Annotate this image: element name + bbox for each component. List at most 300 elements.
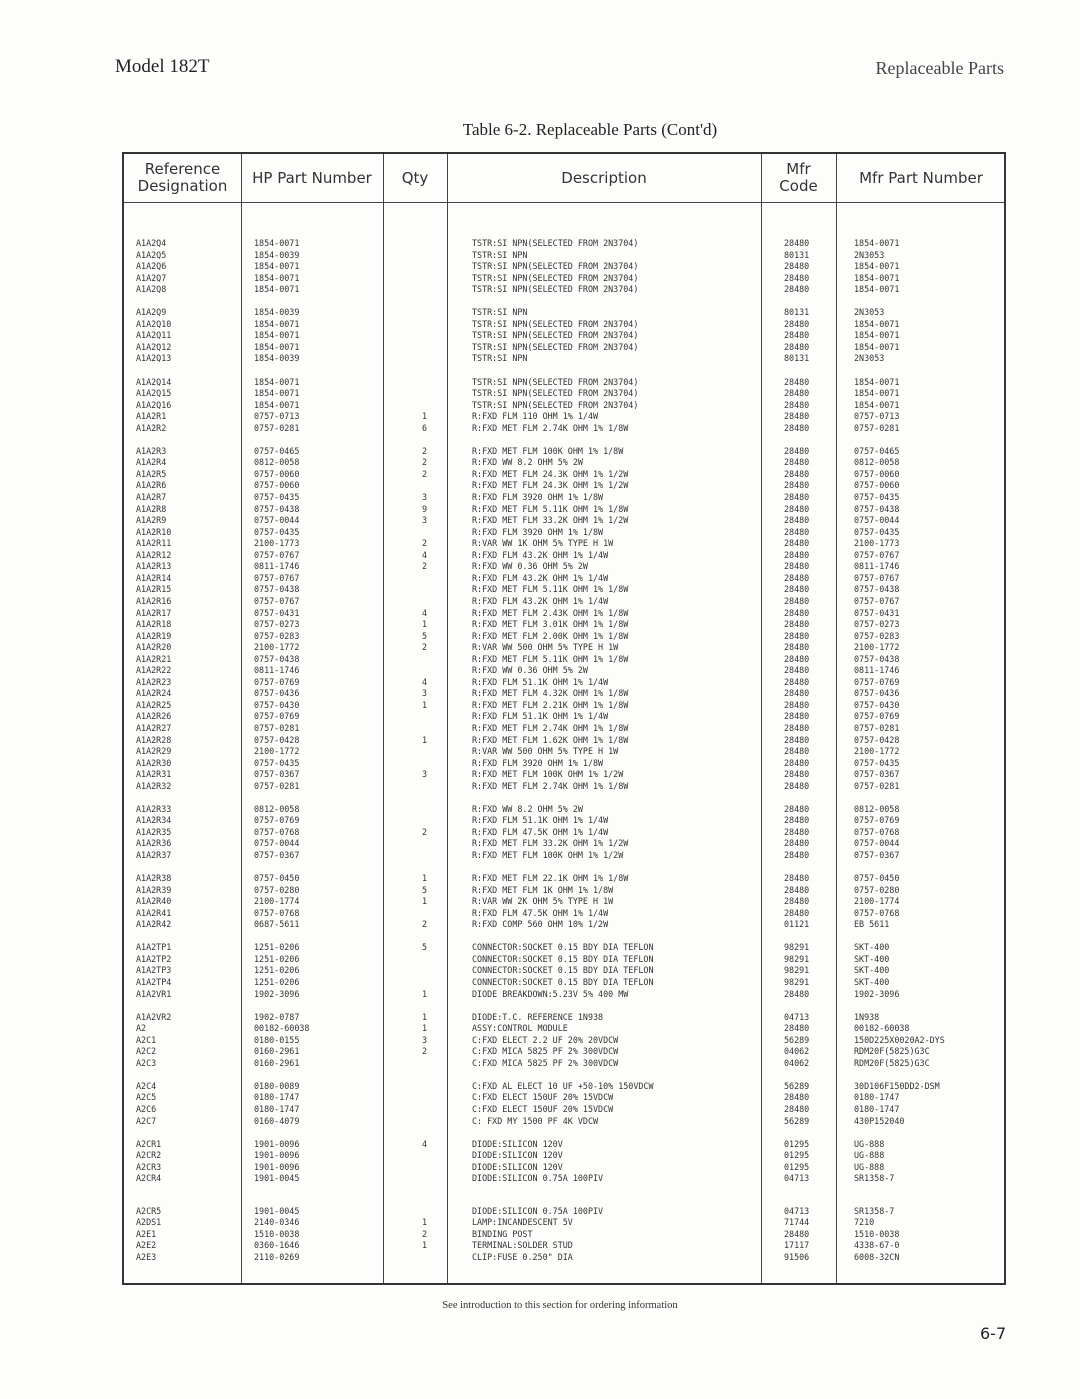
description: C: FXD MY 1500 PF 4K VDCW bbox=[472, 1115, 599, 1126]
hp-part-number: 1251-0206 bbox=[254, 953, 300, 964]
mfr-part-number: 1854-0071 bbox=[854, 388, 900, 399]
ref-designation: A1A2R27 bbox=[136, 722, 172, 733]
mfr-code: 28480 bbox=[784, 399, 810, 410]
mfr-code: 56289 bbox=[784, 1115, 810, 1126]
mfr-part-number: 0757-0273 bbox=[854, 619, 900, 630]
table-row bbox=[124, 804, 1004, 816]
qty: 2 bbox=[422, 538, 428, 549]
hp-part-number: 0757-0435 bbox=[254, 492, 300, 503]
mfr-part-number: SR1358-7 bbox=[854, 1173, 895, 1184]
ref-designation: A1A2Q9 bbox=[136, 307, 167, 318]
ref-designation: A1A2R3 bbox=[136, 445, 167, 456]
hp-part-number: 1901-0096 bbox=[254, 1138, 300, 1149]
description: R:FXD MET FLM 5.11K OHM 1% 1/8W bbox=[472, 653, 629, 664]
description: TSTR:SI NPN(SELECTED FROM 2N3704) bbox=[472, 238, 639, 248]
qty: 1 bbox=[422, 1011, 428, 1022]
mfr-part-number: 0757-0428 bbox=[854, 734, 900, 745]
ref-designation: A1A2TP1 bbox=[136, 942, 172, 953]
description: R:FXD MET FLM 5.11K OHM 1% 1/8W bbox=[472, 503, 629, 514]
mfr-code: 28480 bbox=[784, 815, 810, 826]
table-row bbox=[124, 1104, 1004, 1116]
mfr-code: 28480 bbox=[784, 838, 810, 849]
table-row bbox=[124, 480, 1004, 492]
mfr-code: 28480 bbox=[784, 619, 810, 630]
hp-part-number: 0757-0273 bbox=[254, 619, 300, 630]
table-row bbox=[124, 827, 1004, 839]
hp-part-number: 2100-1774 bbox=[254, 896, 300, 907]
mfr-code: 28480 bbox=[784, 445, 810, 456]
description: TSTR:SI NPN(SELECTED FROM 2N3704) bbox=[472, 318, 639, 329]
table-row bbox=[124, 885, 1004, 897]
mfr-code: 28480 bbox=[784, 630, 810, 641]
ref-designation: A2 bbox=[136, 1023, 147, 1034]
hp-part-number: 0757-0367 bbox=[254, 769, 300, 780]
ref-designation: A2C6 bbox=[136, 1104, 157, 1115]
description: C:FXD ELECT 150UF 20% 15VDCW bbox=[472, 1092, 614, 1103]
description: R:FXD WW 0.36 OHM 5% 2W bbox=[472, 561, 588, 572]
table-row bbox=[124, 400, 1004, 412]
ref-designation: A1A2R29 bbox=[136, 746, 172, 757]
hp-part-number: 0757-0283 bbox=[254, 630, 300, 641]
qty: 1 bbox=[422, 619, 428, 630]
ref-designation: A1A2R1 bbox=[136, 411, 167, 422]
description: TSTR:SI NPN(SELECTED FROM 2N3704) bbox=[472, 341, 639, 352]
table-row bbox=[124, 908, 1004, 920]
table-row bbox=[124, 550, 1004, 562]
mfr-part-number: 1854-0071 bbox=[854, 376, 900, 387]
hp-part-number: 0180-1747 bbox=[254, 1104, 300, 1115]
table-row bbox=[124, 284, 1004, 296]
hp-part-number: 0757-0767 bbox=[254, 572, 300, 583]
qty: 2 bbox=[422, 826, 428, 837]
table-row bbox=[124, 504, 1004, 516]
mfr-part-number: 1510-0038 bbox=[854, 1228, 900, 1239]
table-row bbox=[124, 654, 1004, 666]
ref-designation: A2CR3 bbox=[136, 1161, 162, 1172]
mfr-code: 98291 bbox=[784, 977, 810, 987]
mfr-part-number: 0757-0465 bbox=[854, 445, 900, 456]
mfr-part-number: 0757-0060 bbox=[854, 468, 900, 479]
qty: 3 bbox=[422, 515, 428, 526]
table-row bbox=[124, 1046, 1004, 1058]
mfr-part-number: 0757-0436 bbox=[854, 688, 900, 699]
description: R:VAR WW 1K OHM 5% TYPE H 1W bbox=[472, 538, 614, 549]
ref-designation: A1A2R42 bbox=[136, 919, 172, 930]
table-row bbox=[124, 942, 1004, 954]
qty: 2 bbox=[422, 457, 428, 468]
hp-part-number: 1251-0206 bbox=[254, 977, 300, 987]
mfr-code: 71744 bbox=[784, 1217, 810, 1228]
hp-part-number: 0757-0767 bbox=[254, 595, 300, 606]
mfr-part-number: 1854-0071 bbox=[854, 272, 900, 283]
ref-designation: A1A2R36 bbox=[136, 838, 172, 849]
mfr-code: 28480 bbox=[784, 457, 810, 468]
table-row bbox=[124, 838, 1004, 850]
mfr-part-number: 0757-0450 bbox=[854, 873, 900, 884]
table-row bbox=[124, 1150, 1004, 1162]
mfr-code: 98291 bbox=[784, 965, 810, 976]
table-row bbox=[124, 631, 1004, 643]
mfr-code: 28480 bbox=[784, 330, 810, 341]
table-row bbox=[124, 735, 1004, 747]
mfr-code: 28480 bbox=[784, 769, 810, 780]
parts-table bbox=[122, 152, 1006, 1285]
description: CONNECTOR:SOCKET 0.15 BDY DIA TEFLON bbox=[472, 977, 654, 987]
mfr-code: 28480 bbox=[784, 584, 810, 595]
qty: 2 bbox=[422, 642, 428, 653]
description: DIODE:SILICON 0.75A 100PIV bbox=[472, 1173, 604, 1184]
hp-part-number: 0757-0438 bbox=[254, 653, 300, 664]
mfr-code: 28480 bbox=[784, 1104, 810, 1115]
ref-designation: A1A2Q15 bbox=[136, 388, 172, 399]
table-row bbox=[124, 688, 1004, 700]
mfr-part-number: 0757-0044 bbox=[854, 515, 900, 526]
description: C:FXD ELECT 2.2 UF 20% 20VDCW bbox=[472, 1034, 619, 1045]
hp-part-number: 00182-60038 bbox=[254, 1023, 310, 1034]
table-row bbox=[124, 319, 1004, 331]
ref-designation: A1A2Q10 bbox=[136, 318, 172, 329]
ref-designation: A2C3 bbox=[136, 1057, 157, 1068]
mfr-code: 28480 bbox=[784, 261, 810, 272]
ref-designation: A1A2R41 bbox=[136, 907, 172, 918]
ref-designation: A1A2R4 bbox=[136, 457, 167, 468]
mfr-part-number: 4338-67-0 bbox=[854, 1240, 900, 1251]
mfr-code: 28480 bbox=[784, 561, 810, 572]
mfr-part-number: 0757-0430 bbox=[854, 699, 900, 710]
mfr-code: 28480 bbox=[784, 515, 810, 526]
ref-designation: A2E1 bbox=[136, 1228, 157, 1239]
description: R:FXD MET FLM 3.01K OHM 1% 1/8W bbox=[472, 619, 629, 630]
mfr-part-number: 0757-0435 bbox=[854, 757, 900, 768]
mfr-code: 28480 bbox=[784, 480, 810, 491]
mfr-part-number: 0757-0768 bbox=[854, 826, 900, 837]
hp-part-number: 1902-0787 bbox=[254, 1011, 300, 1022]
description: R:FXD FLM 3920 OHM 1% 1/8W bbox=[472, 757, 604, 768]
mfr-part-number: 0811-1746 bbox=[854, 665, 900, 676]
ref-designation: A1A2R12 bbox=[136, 549, 172, 560]
hp-part-number: 0757-0768 bbox=[254, 907, 300, 918]
description: R:FXD MET FLM 33.2K OHM 1% 1/2W bbox=[472, 515, 629, 526]
qty: 4 bbox=[422, 1138, 428, 1149]
description: C:FXD AL ELECT 10 UF +50-10% 150VDCW bbox=[472, 1080, 654, 1091]
mfr-code: 28480 bbox=[784, 526, 810, 537]
mfr-part-number: 2100-1773 bbox=[854, 538, 900, 549]
qty: 5 bbox=[422, 630, 428, 641]
mfr-part-number: SKT-400 bbox=[854, 942, 890, 953]
ref-designation: A2C5 bbox=[136, 1092, 157, 1103]
description: R:FXD MET FLM 2.43K OHM 1% 1/8W bbox=[472, 607, 629, 618]
ref-designation: A1A2Q8 bbox=[136, 284, 167, 295]
mfr-part-number: 1854-0071 bbox=[854, 238, 900, 248]
mfr-code: 04713 bbox=[784, 1173, 810, 1184]
qty: 9 bbox=[422, 503, 428, 514]
mfr-part-number: 0757-0769 bbox=[854, 676, 900, 687]
ref-designation: A1A2R30 bbox=[136, 757, 172, 768]
mfr-part-number: 0757-0060 bbox=[854, 480, 900, 491]
qty: 5 bbox=[422, 884, 428, 895]
description: R:FXD FLM 51.1K OHM 1% 1/4W bbox=[472, 815, 609, 826]
table-row bbox=[124, 642, 1004, 654]
ref-designation: A2CR4 bbox=[136, 1173, 162, 1184]
description: R:FXD WW 0.36 OHM 5% 2W bbox=[472, 665, 588, 676]
col-mfr-part: Mfr Part Number bbox=[859, 168, 983, 187]
hp-part-number: 0757-0428 bbox=[254, 734, 300, 745]
qty: 2 bbox=[422, 1228, 428, 1239]
qty: 1 bbox=[422, 1240, 428, 1251]
description: R:FXD WW 8.2 OHM 5% 2W bbox=[472, 803, 583, 814]
hp-part-number: 0160-2961 bbox=[254, 1057, 300, 1068]
description: LAMP:INCANDESCENT 5V bbox=[472, 1217, 573, 1228]
ref-designation: A1A2R10 bbox=[136, 526, 172, 537]
qty: 4 bbox=[422, 676, 428, 687]
description: R:FXD FLM 47.5K OHM 1% 1/4W bbox=[472, 907, 609, 918]
mfr-code: 80131 bbox=[784, 307, 810, 318]
mfr-code: 28480 bbox=[784, 388, 810, 399]
mfr-part-number: 0757-0431 bbox=[854, 607, 900, 618]
table-row bbox=[124, 989, 1004, 1001]
table-row bbox=[124, 538, 1004, 550]
ref-designation: A2C1 bbox=[136, 1034, 157, 1045]
mfr-part-number: 1854-0071 bbox=[854, 284, 900, 295]
description: ASSY:CONTROL MODULE bbox=[472, 1023, 568, 1034]
ref-designation: A1A2Q7 bbox=[136, 272, 167, 283]
hp-part-number: 0757-0713 bbox=[254, 411, 300, 422]
mfr-code: 28480 bbox=[784, 318, 810, 329]
mfr-part-number: 1854-0071 bbox=[854, 341, 900, 352]
qty: 2 bbox=[422, 919, 428, 930]
description: R:FXD MET FLM 4.32K OHM 1% 1/8W bbox=[472, 688, 629, 699]
mfr-part-number: 150D225X0020A2-DYS bbox=[854, 1034, 945, 1045]
mfr-code: 28480 bbox=[784, 734, 810, 745]
table-row bbox=[124, 307, 1004, 319]
mfr-code: 28480 bbox=[784, 665, 810, 676]
qty: 2 bbox=[422, 468, 428, 479]
mfr-part-number: 0811-1746 bbox=[854, 561, 900, 572]
ref-designation: A1A2R11 bbox=[136, 538, 172, 549]
ref-designation: A1A2Q12 bbox=[136, 341, 172, 352]
mfr-part-number: 430P152040 bbox=[854, 1115, 905, 1126]
table-row bbox=[124, 977, 1004, 989]
mfr-part-number: 0757-0767 bbox=[854, 595, 900, 606]
mfr-code: 04062 bbox=[784, 1046, 810, 1057]
hp-part-number: 0811-1746 bbox=[254, 665, 300, 676]
table-row bbox=[124, 723, 1004, 735]
hp-part-number: 0757-0438 bbox=[254, 503, 300, 514]
description: R:FXD FLM 51.1K OHM 1% 1/4W bbox=[472, 676, 609, 687]
mfr-code: 28480 bbox=[784, 376, 810, 387]
mfr-part-number: 2100-1774 bbox=[854, 896, 900, 907]
mfr-part-number: SR1358-7 bbox=[854, 1205, 895, 1216]
mfr-part-number: 0757-0281 bbox=[854, 722, 900, 733]
table-row bbox=[124, 815, 1004, 827]
ref-designation: A1A2R15 bbox=[136, 584, 172, 595]
ref-designation: A1A2TP4 bbox=[136, 977, 172, 987]
ref-designation: A1A2R38 bbox=[136, 873, 172, 884]
description: R:FXD MET FLM 100K OHM 1% 1/2W bbox=[472, 849, 624, 860]
col-qty: Qty bbox=[401, 168, 429, 187]
table-row bbox=[124, 1173, 1004, 1185]
mfr-code: 28480 bbox=[784, 1228, 810, 1239]
mfr-code: 28480 bbox=[784, 284, 810, 295]
hp-part-number: 0180-0089 bbox=[254, 1080, 300, 1091]
ref-designation: A1A2R14 bbox=[136, 572, 172, 583]
description: DIODE:SILICON 120V bbox=[472, 1161, 563, 1172]
ref-designation: A1A2R24 bbox=[136, 688, 172, 699]
mfr-code: 28480 bbox=[784, 422, 810, 433]
qty: 3 bbox=[422, 769, 428, 780]
hp-part-number: 1901-0045 bbox=[254, 1205, 300, 1216]
ref-designation: A1A2R25 bbox=[136, 699, 172, 710]
hp-part-number: 0757-0281 bbox=[254, 780, 300, 791]
mfr-part-number: 0757-0367 bbox=[854, 849, 900, 860]
mfr-code: 01295 bbox=[784, 1138, 810, 1149]
description: TSTR:SI NPN bbox=[472, 353, 528, 364]
mfr-part-number: RDM20F(5825)G3C bbox=[854, 1057, 930, 1068]
table-row bbox=[124, 608, 1004, 620]
table-row bbox=[124, 377, 1004, 389]
description: R:FXD MET FLM 24.3K OHM 1% 1/2W bbox=[472, 468, 629, 479]
table-row bbox=[124, 388, 1004, 400]
description: TSTR:SI NPN bbox=[472, 307, 528, 318]
hp-part-number: 2110-0269 bbox=[254, 1252, 300, 1263]
mfr-part-number: UG-888 bbox=[854, 1138, 885, 1149]
description: R:FXD MET FLM 1.62K OHM 1% 1/8W bbox=[472, 734, 629, 745]
ref-designation: A2E2 bbox=[136, 1240, 157, 1251]
hp-part-number: 1854-0071 bbox=[254, 330, 300, 341]
table-row bbox=[124, 411, 1004, 423]
mfr-part-number: EB 5611 bbox=[854, 919, 890, 930]
description: BINDING POST bbox=[472, 1228, 533, 1239]
description: C:FXD MICA 5825 PF 2% 300VDCW bbox=[472, 1046, 619, 1057]
mfr-code: 04713 bbox=[784, 1205, 810, 1216]
ref-designation: A1A2R5 bbox=[136, 468, 167, 479]
mfr-code: 28480 bbox=[784, 238, 810, 248]
ref-designation: A1A2R37 bbox=[136, 849, 172, 860]
ref-designation: A2CR2 bbox=[136, 1150, 162, 1161]
description: R:FXD MET FLM 100K OHM 1% 1/8W bbox=[472, 445, 624, 456]
mfr-code: 28480 bbox=[784, 907, 810, 918]
ref-designation: A2E3 bbox=[136, 1252, 157, 1263]
table-row bbox=[124, 527, 1004, 539]
qty: 1 bbox=[422, 1217, 428, 1228]
mfr-part-number: 0757-0283 bbox=[854, 630, 900, 641]
table-row bbox=[124, 769, 1004, 781]
hp-part-number: 1510-0038 bbox=[254, 1228, 300, 1239]
mfr-part-number: 1902-3096 bbox=[854, 988, 900, 999]
description: R:FXD FLM 51.1K OHM 1% 1/4W bbox=[472, 711, 609, 722]
table-row bbox=[124, 596, 1004, 608]
mfr-code: 28480 bbox=[784, 988, 810, 999]
mfr-code: 28480 bbox=[784, 411, 810, 422]
hp-part-number: 0757-0430 bbox=[254, 699, 300, 710]
hp-part-number: 0757-0769 bbox=[254, 815, 300, 826]
description: R:VAR WW 500 OHM 5% TYPE H 1W bbox=[472, 642, 619, 653]
qty: 1 bbox=[422, 1023, 428, 1034]
qty: 6 bbox=[422, 422, 428, 433]
description: DIODE:SILICON 0.75A 100PIV bbox=[472, 1205, 604, 1216]
description: R:FXD FLM 3920 OHM 1% 1/8W bbox=[472, 526, 604, 537]
description: R:FXD MET FLM 2.74K OHM 1% 1/8W bbox=[472, 722, 629, 733]
mfr-code: 28480 bbox=[784, 873, 810, 884]
qty: 3 bbox=[422, 492, 428, 503]
hp-part-number: 1854-0039 bbox=[254, 307, 300, 318]
mfr-code: 28480 bbox=[784, 884, 810, 895]
hp-part-number: 0757-0044 bbox=[254, 838, 300, 849]
qty: 2 bbox=[422, 1046, 428, 1057]
description: DIODE BREAKDOWN:5.23V 5% 400 MW bbox=[472, 988, 629, 999]
hp-part-number: 0757-0060 bbox=[254, 468, 300, 479]
description: CONNECTOR:SOCKET 0.15 BDY DIA TEFLON bbox=[472, 953, 654, 964]
table-row bbox=[124, 1116, 1004, 1128]
hp-part-number: 0757-0281 bbox=[254, 722, 300, 733]
ref-designation: A1A2R28 bbox=[136, 734, 172, 745]
ref-designation: A1A2R6 bbox=[136, 480, 167, 491]
mfr-code: 28480 bbox=[784, 572, 810, 583]
description: R:FXD FLM 43.2K OHM 1% 1/4W bbox=[472, 595, 609, 606]
table-row bbox=[124, 573, 1004, 585]
page-number: 6-7 bbox=[980, 1324, 1007, 1343]
table-row bbox=[124, 1092, 1004, 1104]
mfr-part-number: 0757-0769 bbox=[854, 711, 900, 722]
ref-designation: A1A2Q6 bbox=[136, 261, 167, 272]
mfr-code: 28480 bbox=[784, 780, 810, 791]
table-row bbox=[124, 758, 1004, 770]
mfr-code: 28480 bbox=[784, 676, 810, 687]
table-row bbox=[124, 561, 1004, 573]
mfr-code: 28480 bbox=[784, 849, 810, 860]
ref-designation: A2C7 bbox=[136, 1115, 157, 1126]
description: R:FXD FLM 110 OHM 1% 1/4W bbox=[472, 411, 599, 422]
mfr-code: 28480 bbox=[784, 803, 810, 814]
mfr-code: 28480 bbox=[784, 1092, 810, 1103]
ref-designation: A1A2R31 bbox=[136, 769, 172, 780]
description: TERMINAL:SOLDER STUD bbox=[472, 1240, 573, 1251]
section-header: Replaceable Parts bbox=[875, 58, 1004, 78]
col-mfr-code: Mfr Code bbox=[779, 160, 818, 195]
ref-designation: A1A2VR1 bbox=[136, 988, 172, 999]
mfr-code: 17117 bbox=[784, 1240, 810, 1251]
mfr-code: 28480 bbox=[784, 607, 810, 618]
hp-part-number: 1854-0071 bbox=[254, 284, 300, 295]
table-row bbox=[124, 515, 1004, 527]
hp-part-number: 1901-0045 bbox=[254, 1173, 300, 1184]
mfr-code: 28480 bbox=[784, 503, 810, 514]
hp-part-number: 0757-0060 bbox=[254, 480, 300, 491]
mfr-part-number: 0757-0281 bbox=[854, 780, 900, 791]
description: TSTR:SI NPN(SELECTED FROM 2N3704) bbox=[472, 330, 639, 341]
col-reference: Reference Designation bbox=[137, 160, 228, 195]
hp-part-number: 1854-0039 bbox=[254, 353, 300, 364]
hp-part-number: 1854-0071 bbox=[254, 399, 300, 410]
hp-part-number: 0757-0044 bbox=[254, 515, 300, 526]
mfr-part-number: 0757-0767 bbox=[854, 549, 900, 560]
hp-part-number: 0757-0435 bbox=[254, 526, 300, 537]
ref-designation: A1A2Q4 bbox=[136, 238, 167, 248]
hp-part-number: 1901-0096 bbox=[254, 1161, 300, 1172]
qty: 3 bbox=[422, 1034, 428, 1045]
ref-designation: A2CR5 bbox=[136, 1205, 162, 1216]
description: C:FXD ELECT 150UF 20% 15VDCW bbox=[472, 1104, 614, 1115]
table-row bbox=[124, 919, 1004, 931]
hp-part-number: 0687-5611 bbox=[254, 919, 300, 930]
mfr-part-number: UG-888 bbox=[854, 1150, 885, 1161]
mfr-code: 28480 bbox=[784, 595, 810, 606]
hp-part-number: 2100-1772 bbox=[254, 746, 300, 757]
qty: 1 bbox=[422, 411, 428, 422]
ref-designation: A2C2 bbox=[136, 1046, 157, 1057]
description: R:FXD WW 8.2 OHM 5% 2W bbox=[472, 457, 583, 468]
description: DIODE:SILICON 120V bbox=[472, 1150, 563, 1161]
